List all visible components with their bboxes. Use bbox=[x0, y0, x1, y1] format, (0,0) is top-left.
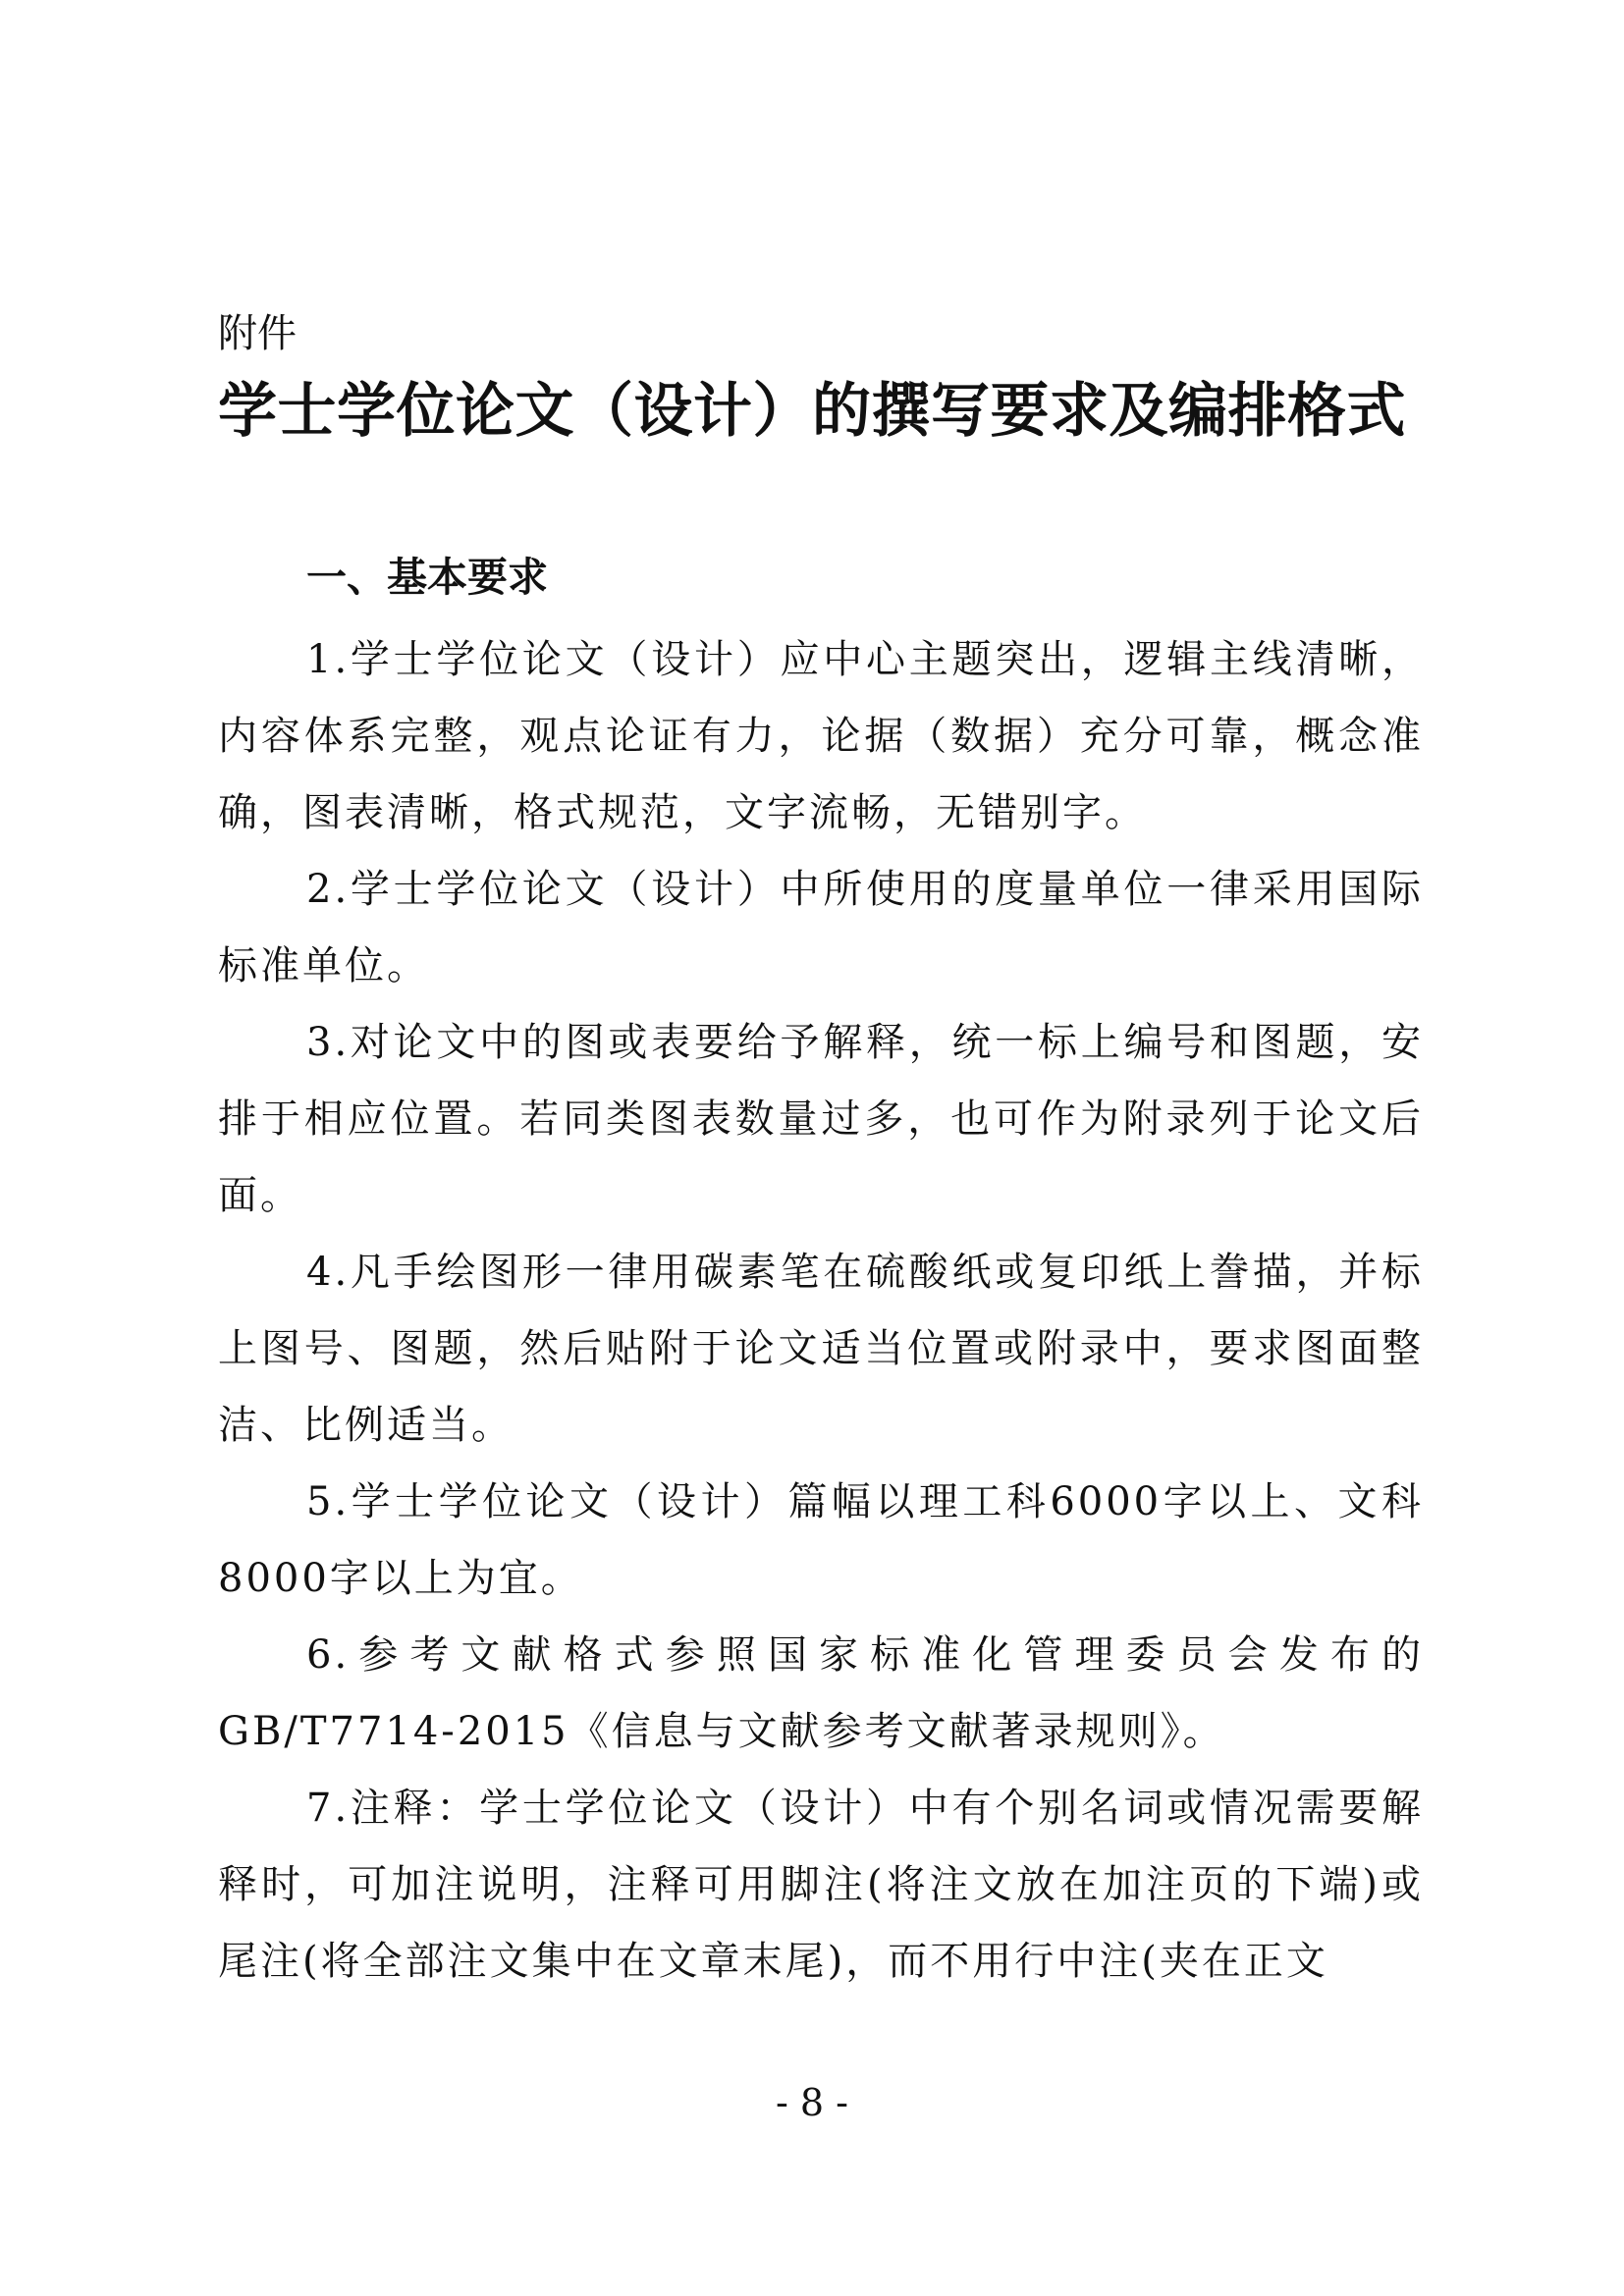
paragraph-4: 4.凡手绘图形一律用碳素笔在硫酸纸或复印纸上誊描，并标上图号、图题，然后贴附于论文适当位置或附录中，要求图面整洁、比例适当。 bbox=[218, 1250, 1424, 1448]
paragraph-7: 7.注释：学士学位论文（设计）中有个别名词或情况需要解释时，可加注说明，注释可用脚注(将注文放在加注页的下端)或尾注(将全部注文集中在文章末尾)，而不用行中注(夹在正文 bbox=[218, 1786, 1424, 1984]
paragraph-6: 6.参考文献格式参照国家标准化管理委员会发布的GB/T7714-2015《信息与文献参考文献著录规则》。 bbox=[218, 1632, 1424, 1754]
body-text bbox=[218, 621, 1424, 2000]
section-heading: 一、基本要求 bbox=[306, 554, 548, 601]
attachment-label: 附件 bbox=[218, 311, 297, 356]
paragraph-5: 5.学士学位论文（设计）篇幅以理工科6000字以上、文科8000字以上为宜。 bbox=[218, 1479, 1424, 1601]
paragraph-2: 2.学士学位论文（设计）中所使用的度量单位一律采用国际标准单位。 bbox=[218, 867, 1424, 988]
document-title: 学士学位论文（设计）的撰写要求及编排格式 bbox=[218, 377, 1406, 446]
page-number: - 8 - bbox=[775, 2081, 848, 2124]
paragraph-1: 1.学士学位论文（设计）应中心主题突出，逻辑主线清晰，内容体系完整，观点论证有力，论据（数据）充分可靠，概念准确，图表清晰，格式规范，文字流畅，无错别字。 bbox=[218, 637, 1424, 835]
paragraph-3: 3.对论文中的图或表要给予解释，统一标上编号和图题，安排于相应位置。若同类图表数量过多，也可作为附录列于论文后面。 bbox=[218, 1020, 1424, 1218]
